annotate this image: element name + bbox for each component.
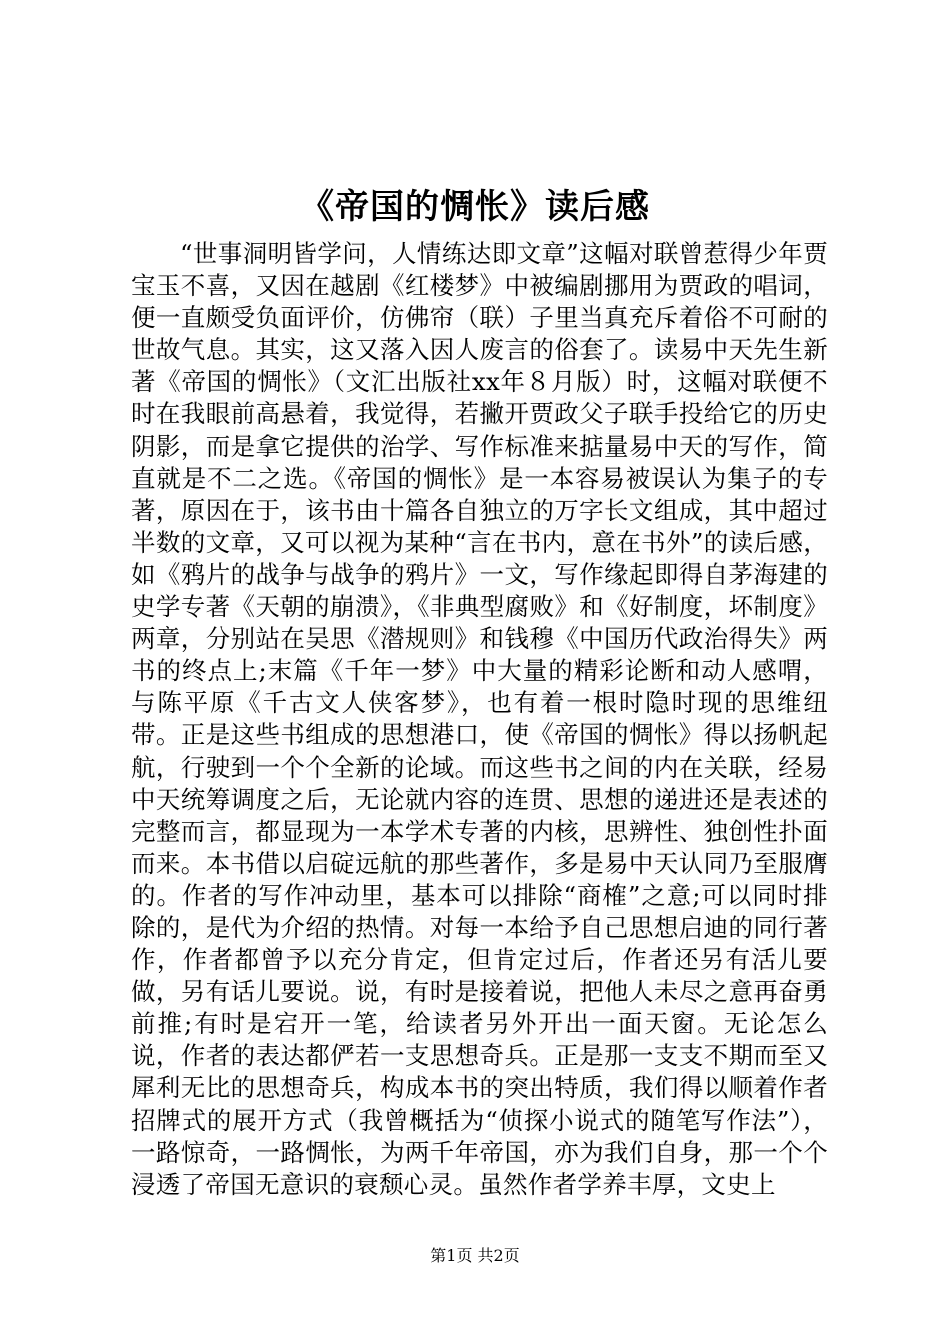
page-footer: 第1页 共2页 [430,1246,520,1265]
document-title: 《帝国的惆怅》读后感 [300,187,650,227]
body-paragraph: “世事洞明皆学问，人情练达即文章”这幅对联曾惹得少年贾宝玉不喜，又因在越剧《红楼梦》中被编剧挪用为贾政的唱词，便一直颇受负面评价，仿佛帘（联）子里当真充斥着俗不可耐的世故气息。其实，这又落入因人废言的俗套了。读易中天先生新著《帝国的惆怅》（文汇出版社xx年８月版）时，这幅对联便不时在我眼前高悬着，我觉得，若撇开贾政父子联手投给它的历史阴影，而是拿它提供的治学、写作标准来掂量易中天的写作，简直就是不二之选。《帝国的惆怅》是一本容易被误认为集子的专著，原因在于，该书由十篇各自独立的万字长文组成，其中超过半数的文章，又可以视为某种“言在书内，意在书外”的读后感，如《鸦片的战争与战争的鸦片》一文，写作缘起即得自茅海建的史学专著《天朝的崩溃》，《非典型腐败》和《好制度，坏制度》两章，分别站在吴思《潜规则》和钱穆《中国历代政治得失》两书的终点上;末篇《千年一梦》中大量的精彩论断和动人感喟，与陈平原《千古文人侠客梦》，也有着一根时隐时现的思维纽带。正是这些书组成的思想港口，使《帝国的惆怅》得以扬帆起航，行驶到一个个全新的论域。而这些书之间的内在关联，经易中天统筹调度之后，无论就内容的连贯、思想的递进还是表述的完整而言，都显现为一本学术专著的内核，思辨性、独创性扑面而来。本书借以启碇远航的那些著作，多是易中天认同乃至服膺的。作者的写作冲动里，基本可以排除“商榷”之意;可以同时排除的，是代为介绍的热情。对每一本给予自己思想启迪的同行著作，作者都曾予以充分肯定，但肯定过后，作者还另有活儿要做，另有话儿要说。说，有时是接着说，把他人未尽之意再奋勇前推;有时是宕开一笔，给读者另外开出一面天窗。无论怎么说，作者的表达都俨若一支思想奇兵。正是那一支支不期而至又犀利无比的思想奇兵，构成本书的突出特质，我们得以顺着作者招牌式的展开方式（我曾概括为“侦探小说式的随笔写作法”），一路惊奇，一路惆怅，为两千年帝国，亦为我们自身，那一个个浸透了帝国无意识的衰颓心灵。虽然作者学养丰厚，文史上 [131,239,828,1199]
